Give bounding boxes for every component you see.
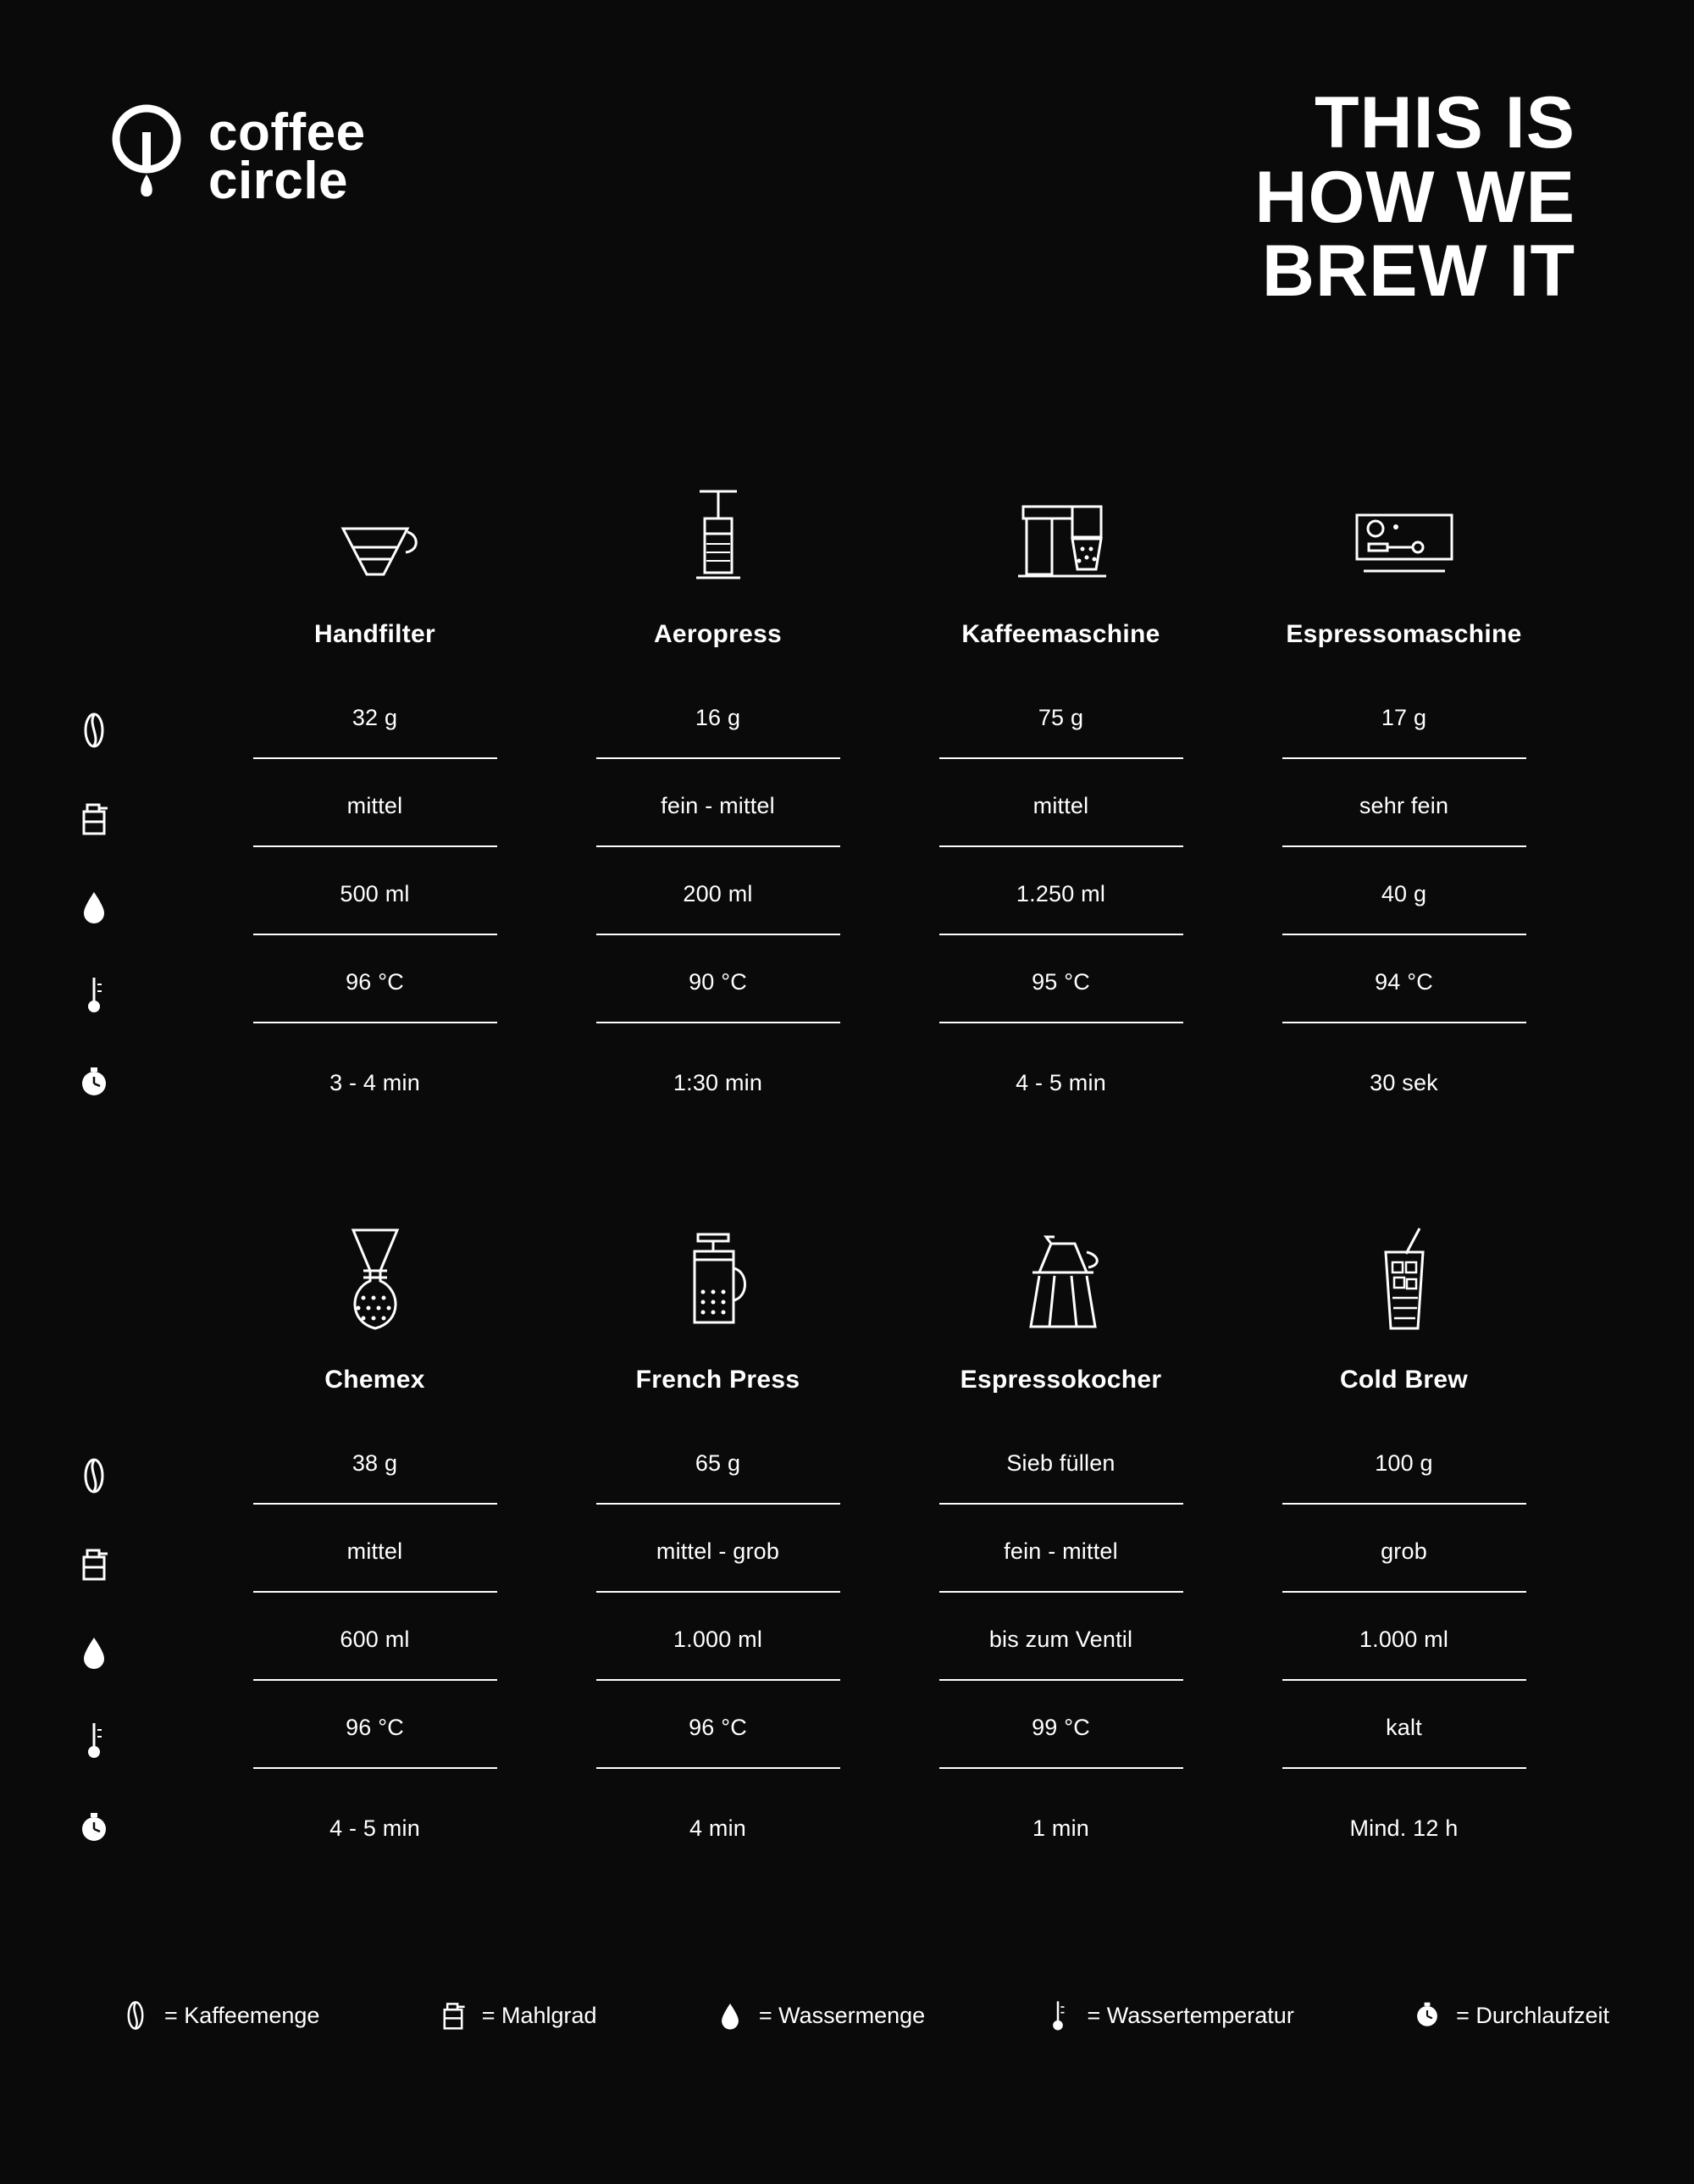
method-title: Espressokocher: [960, 1366, 1162, 1394]
cell-divider: [253, 1767, 497, 1769]
coffee-drop-logo-icon: [110, 102, 183, 212]
cell-value: 90 °C: [689, 968, 747, 995]
cell-divider: [253, 1679, 497, 1681]
cell-value: 75 g: [1038, 704, 1084, 730]
legend-item: [119, 1995, 319, 2036]
cell-value: 1.000 ml: [1359, 1626, 1449, 1652]
table-cell: [889, 1784, 1232, 1872]
cell-divider: [1282, 934, 1526, 935]
legend: [119, 1995, 1609, 2036]
cell-value: 96 °C: [346, 968, 404, 995]
table-row: [0, 1520, 1694, 1608]
cell-divider: [939, 1022, 1183, 1023]
legend-label: = Mahlgrad: [481, 2002, 597, 2028]
cell-value: 99 °C: [1032, 1714, 1090, 1740]
cell-divider: [1282, 1767, 1526, 1769]
iced-coffee-glass-icon: [1232, 1220, 1575, 1339]
table-cell: [889, 1696, 1232, 1784]
cell-divider: [1282, 845, 1526, 847]
cell-value: bis zum Ventil: [988, 1626, 1133, 1652]
table-cell: [1232, 1039, 1575, 1127]
brand-logo: [110, 102, 366, 212]
table-cell: [203, 1520, 546, 1608]
cell-value: 16 g: [695, 704, 741, 730]
cell-value: 3 - 4 min: [329, 1069, 420, 1095]
legend-item: [1041, 1995, 1293, 2036]
cell-value: 30 sek: [1370, 1069, 1438, 1095]
table-cell: [203, 1432, 546, 1520]
table-cell: [1232, 1608, 1575, 1696]
page-title: [1254, 82, 1575, 313]
table-cell: [546, 1039, 889, 1127]
cell-value: 17 g: [1381, 704, 1427, 730]
coffee-bean-icon: [0, 686, 203, 774]
data-rows-2: [0, 1432, 1694, 1872]
clock-icon: [1410, 1995, 1444, 2036]
table-cell: [1232, 1432, 1575, 1520]
table-row: [0, 1039, 1694, 1127]
cell-divider: [253, 934, 497, 935]
cell-value: mittel: [346, 792, 403, 818]
cell-divider: [1282, 1591, 1526, 1593]
cell-divider: [596, 1591, 840, 1593]
cell-divider: [939, 1591, 1183, 1593]
table-cell: [1232, 774, 1575, 862]
cell-value: fein - mittel: [661, 792, 775, 818]
table-cell: [889, 686, 1232, 774]
cell-value: 1.250 ml: [1016, 880, 1106, 906]
coffee-bean-icon: [119, 1995, 152, 2036]
table-cell: [1232, 686, 1575, 774]
table-cell: [546, 1520, 889, 1608]
cell-divider: [596, 1679, 840, 1681]
table-cell: [546, 1784, 889, 1872]
legend-item: [713, 1995, 925, 2036]
legend-item: [436, 1995, 597, 2036]
legend-label: = Kaffeemenge: [164, 2002, 320, 2028]
table-cell: [203, 1696, 546, 1784]
table-cell: [546, 686, 889, 774]
cell-value: 500 ml: [340, 880, 410, 906]
table-cell: [889, 1039, 1232, 1127]
table-row: [0, 951, 1694, 1039]
cell-divider: [939, 1679, 1183, 1681]
table-cell: [546, 774, 889, 862]
data-rows-1: [0, 686, 1694, 1127]
cell-divider: [939, 757, 1183, 759]
thermometer-icon: [0, 951, 203, 1039]
cell-divider: [253, 845, 497, 847]
table-cell: [889, 1432, 1232, 1520]
table-cell: [203, 862, 546, 951]
clock-icon: [0, 1784, 203, 1872]
cell-divider: [1282, 1503, 1526, 1505]
cell-value: mittel: [1032, 792, 1089, 818]
table-cell: [889, 1608, 1232, 1696]
cell-value: 200 ml: [683, 880, 753, 906]
cell-divider: [1282, 1022, 1526, 1023]
table-row: [0, 862, 1694, 951]
method-icons-row-1: [203, 474, 1575, 610]
table-row: [0, 1784, 1694, 1872]
cell-divider: [939, 1503, 1183, 1505]
grinder-icon: [0, 774, 203, 862]
table-cell: [203, 1784, 546, 1872]
cell-value: 96 °C: [346, 1714, 404, 1740]
cell-value: grob: [1381, 1538, 1427, 1564]
french-press-icon: [546, 1220, 889, 1339]
method-titles-row-2: [203, 1366, 1575, 1416]
drip-coffee-machine-icon: [889, 474, 1232, 593]
cell-value: 38 g: [352, 1450, 398, 1476]
cell-value: Sieb füllen: [1006, 1450, 1115, 1476]
thermometer-icon: [0, 1696, 203, 1784]
cell-divider: [596, 934, 840, 935]
table-cell: [889, 951, 1232, 1039]
legend-label: = Wassertemperatur: [1087, 2002, 1294, 2028]
cell-divider: [253, 1503, 497, 1505]
table-cell: [203, 951, 546, 1039]
table-cell: [546, 1608, 889, 1696]
cell-value: Mind. 12 h: [1349, 1815, 1459, 1841]
table-cell: [546, 1432, 889, 1520]
thermometer-icon: [1041, 1995, 1075, 2036]
method-title: Cold Brew: [1339, 1366, 1469, 1394]
cell-value: sehr fein: [1359, 792, 1449, 818]
table-cell: [889, 774, 1232, 862]
cell-divider: [596, 845, 840, 847]
cell-value: 1:30 min: [673, 1069, 763, 1095]
cell-value: kalt: [1386, 1714, 1422, 1740]
water-drop-icon: [713, 1995, 747, 2036]
cell-divider: [939, 1767, 1183, 1769]
cell-divider: [596, 1767, 840, 1769]
aeropress-icon: [546, 474, 889, 593]
cell-value: mittel - grob: [656, 1538, 780, 1564]
cell-divider: [1282, 1679, 1526, 1681]
cell-divider: [1282, 757, 1526, 759]
cell-divider: [939, 934, 1183, 935]
cell-value: 4 - 5 min: [1016, 1069, 1106, 1095]
method-title: Aeropress: [653, 620, 783, 648]
table-cell: [546, 1696, 889, 1784]
water-drop-icon: [0, 862, 203, 951]
cell-value: fein - mittel: [1004, 1538, 1118, 1564]
chemex-icon: [203, 1220, 546, 1339]
cell-value: 4 - 5 min: [329, 1815, 420, 1841]
method-icons-row-2: [203, 1220, 1575, 1355]
moka-pot-icon: [889, 1220, 1232, 1339]
table-cell: [203, 1608, 546, 1696]
cell-divider: [253, 757, 497, 759]
pour-over-dripper-icon: [203, 474, 546, 593]
cell-value: 94 °C: [1375, 968, 1433, 995]
table-cell: [203, 1039, 546, 1127]
table-cell: [1232, 1696, 1575, 1784]
cell-value: 1.000 ml: [673, 1626, 763, 1652]
cell-value: 1 min: [1032, 1815, 1090, 1841]
cell-value: 32 g: [352, 704, 398, 730]
method-title: French Press: [635, 1366, 800, 1394]
clock-icon: [0, 1039, 203, 1127]
table-row: [0, 774, 1694, 862]
cell-divider: [596, 757, 840, 759]
grinder-icon: [436, 1995, 470, 2036]
method-title: Handfilter: [313, 620, 435, 648]
table-cell: [203, 774, 546, 862]
cell-divider: [596, 1022, 840, 1023]
table-cell: [546, 862, 889, 951]
method-titles-row-1: [203, 620, 1575, 671]
cell-value: mittel: [346, 1538, 403, 1564]
method-title: Kaffeemaschine: [961, 620, 1160, 648]
table-row: [0, 686, 1694, 774]
table-cell: [1232, 1520, 1575, 1608]
legend-label: = Wassermenge: [758, 2002, 926, 2028]
cell-value: 600 ml: [340, 1626, 410, 1652]
cell-value: 100 g: [1375, 1450, 1433, 1476]
table-row: [0, 1696, 1694, 1784]
table-cell: [1232, 1784, 1575, 1872]
coffee-bean-icon: [0, 1432, 203, 1520]
legend-item: [1410, 1995, 1609, 2036]
table-cell: [1232, 862, 1575, 951]
header: [0, 76, 1694, 347]
cell-divider: [253, 1022, 497, 1023]
brand-line-2: circle: [208, 152, 349, 210]
table-cell: [889, 1520, 1232, 1608]
brand-wordmark: [208, 103, 366, 210]
method-title: Chemex: [324, 1366, 425, 1394]
table-cell: [1232, 951, 1575, 1039]
cell-value: 96 °C: [689, 1714, 747, 1740]
table-cell: [889, 862, 1232, 951]
cell-value: 40 g: [1381, 880, 1427, 906]
cell-divider: [596, 1503, 840, 1505]
grinder-icon: [0, 1520, 203, 1608]
water-drop-icon: [0, 1608, 203, 1696]
table-row: [0, 1608, 1694, 1696]
table-row: [0, 1432, 1694, 1520]
headline-line-3: BREW IT: [1261, 230, 1575, 313]
headline-line-1: THIS IS: [1314, 82, 1575, 164]
method-title: Espressomaschine: [1286, 620, 1522, 648]
cell-value: 65 g: [695, 1450, 741, 1476]
espresso-machine-icon: [1232, 474, 1575, 593]
cell-value: 95 °C: [1032, 968, 1090, 995]
cell-value: 4 min: [689, 1815, 747, 1841]
table-cell: [203, 686, 546, 774]
cell-divider: [939, 845, 1183, 847]
brand-line-1: coffee: [208, 103, 366, 162]
table-cell: [546, 951, 889, 1039]
cell-divider: [253, 1591, 497, 1593]
headline-line-2: HOW WE: [1254, 156, 1575, 238]
legend-label: = Durchlaufzeit: [1456, 2002, 1609, 2028]
